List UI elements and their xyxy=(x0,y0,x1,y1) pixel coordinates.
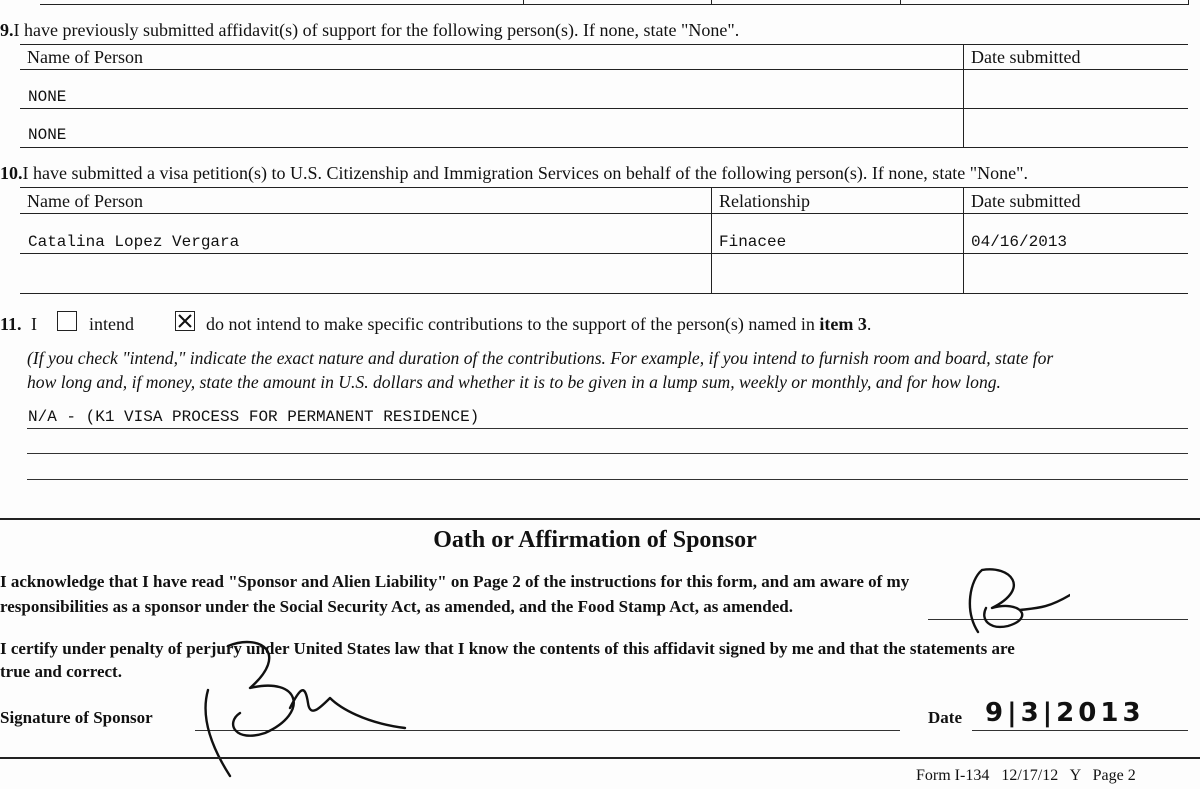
item9-table-top xyxy=(20,44,1188,45)
top-table-divider xyxy=(900,0,901,5)
item10-header-line xyxy=(20,213,1188,214)
sponsor-initial-signature xyxy=(920,560,1070,640)
item10-row1-line xyxy=(20,253,1188,254)
form-id: Form I-134 12/17/12 Y Page 2 xyxy=(916,767,1136,784)
item9-col-divider xyxy=(963,44,964,148)
item9-question xyxy=(0,20,739,40)
item10-col-name: Name of Person xyxy=(27,191,143,211)
oath-para2-line1: I certify under penalty of perjury under United States law that I know the contents of this affidavit signed by me and that the statements are xyxy=(0,639,1015,658)
item9-row2-line xyxy=(20,147,1188,148)
item11-answer-line1[interactable]: N/A - (K1 VISA PROCESS FOR PERMANENT RESIDENCE) xyxy=(28,408,480,426)
item9-header-line xyxy=(20,69,1188,70)
item9-text: I have previously submitted affidavit(s) of support for the following person(s). If none, state "None". xyxy=(13,20,740,40)
item10-col-divider xyxy=(963,187,964,294)
item10-table-top xyxy=(20,187,1188,188)
not-intend-checkbox[interactable] xyxy=(175,311,195,331)
item10-question xyxy=(0,163,1028,183)
item10-row1-date[interactable]: 04/16/2013 xyxy=(971,233,1068,251)
item9-row2-name[interactable]: NONE xyxy=(28,126,67,144)
item9-number: 9. xyxy=(0,20,14,40)
item10-row1-relationship[interactable]: Finacee xyxy=(719,233,787,251)
sponsor-signature xyxy=(190,628,420,788)
item9-row1-line xyxy=(20,108,1188,109)
item11-number: 11. xyxy=(0,314,22,334)
oath-para1-line1: I acknowledge that I have read "Sponsor and Alien Liability" on Page 2 of the instructions for this form, and am aware of my xyxy=(0,572,910,591)
date-label: Date xyxy=(928,708,962,727)
oath-para2-line2: true and correct. xyxy=(0,662,122,681)
date-line xyxy=(972,730,1188,731)
item10-text: I have submitted a visa petition(s) to U.S. Citizenship and Immigration Services on behalf of the following person(s). If none, state "None". xyxy=(22,163,1028,183)
not-intend-label: do not intend to make specific contributions to the support of the person(s) named in xyxy=(206,314,815,334)
item10-col-relationship: Relationship xyxy=(719,191,810,211)
intend-checkbox[interactable] xyxy=(57,311,77,331)
top-table-divider xyxy=(711,0,712,5)
item-ref: item 3 xyxy=(819,314,867,334)
item9-col-name: Name of Person xyxy=(27,47,143,67)
not-intend-text xyxy=(206,314,871,334)
oath-section-divider xyxy=(0,518,1200,520)
item10-row1-name[interactable]: Catalina Lopez Vergara xyxy=(28,233,240,251)
top-table-divider xyxy=(1188,0,1189,5)
item9-col-date: Date submitted xyxy=(971,47,1081,67)
oath-heading: Oath or Affirmation of Sponsor xyxy=(433,527,757,553)
answer-line xyxy=(27,428,1188,429)
checkbox-x-icon xyxy=(176,312,194,330)
item10-col-divider xyxy=(711,187,712,294)
item10-number: 10. xyxy=(0,163,23,183)
item10-row2-line xyxy=(20,293,1188,294)
item11-instructions-line1: (If you check "intend," indicate the exact nature and duration of the contributions. For example, if you intend to furnish room and board, state for xyxy=(27,348,1054,368)
item11-instructions-line2: how long and, if money, state the amount in U.S. dollars and whether it is to be given in a lump sum, weekly or monthly, and for how long. xyxy=(27,372,1001,392)
oath-para1-line2: responsibilities as a sponsor under the Social Security Act, as amended, and the Food Stamp Act, as amended. xyxy=(0,597,793,616)
top-table-bottom-border xyxy=(40,4,1188,5)
answer-line xyxy=(27,453,1188,454)
date-value[interactable]: 9|3|2013 xyxy=(985,698,1145,728)
signature-label: Signature of Sponsor xyxy=(0,708,153,727)
item10-col-date: Date submitted xyxy=(971,191,1081,211)
top-table-divider xyxy=(523,0,524,5)
item11-prefix: I xyxy=(31,314,37,334)
item9-row1-name[interactable]: NONE xyxy=(28,88,67,106)
footer-divider xyxy=(0,757,1200,759)
answer-line xyxy=(27,479,1188,480)
intend-label: intend xyxy=(89,314,134,334)
item11-period: . xyxy=(866,314,872,334)
